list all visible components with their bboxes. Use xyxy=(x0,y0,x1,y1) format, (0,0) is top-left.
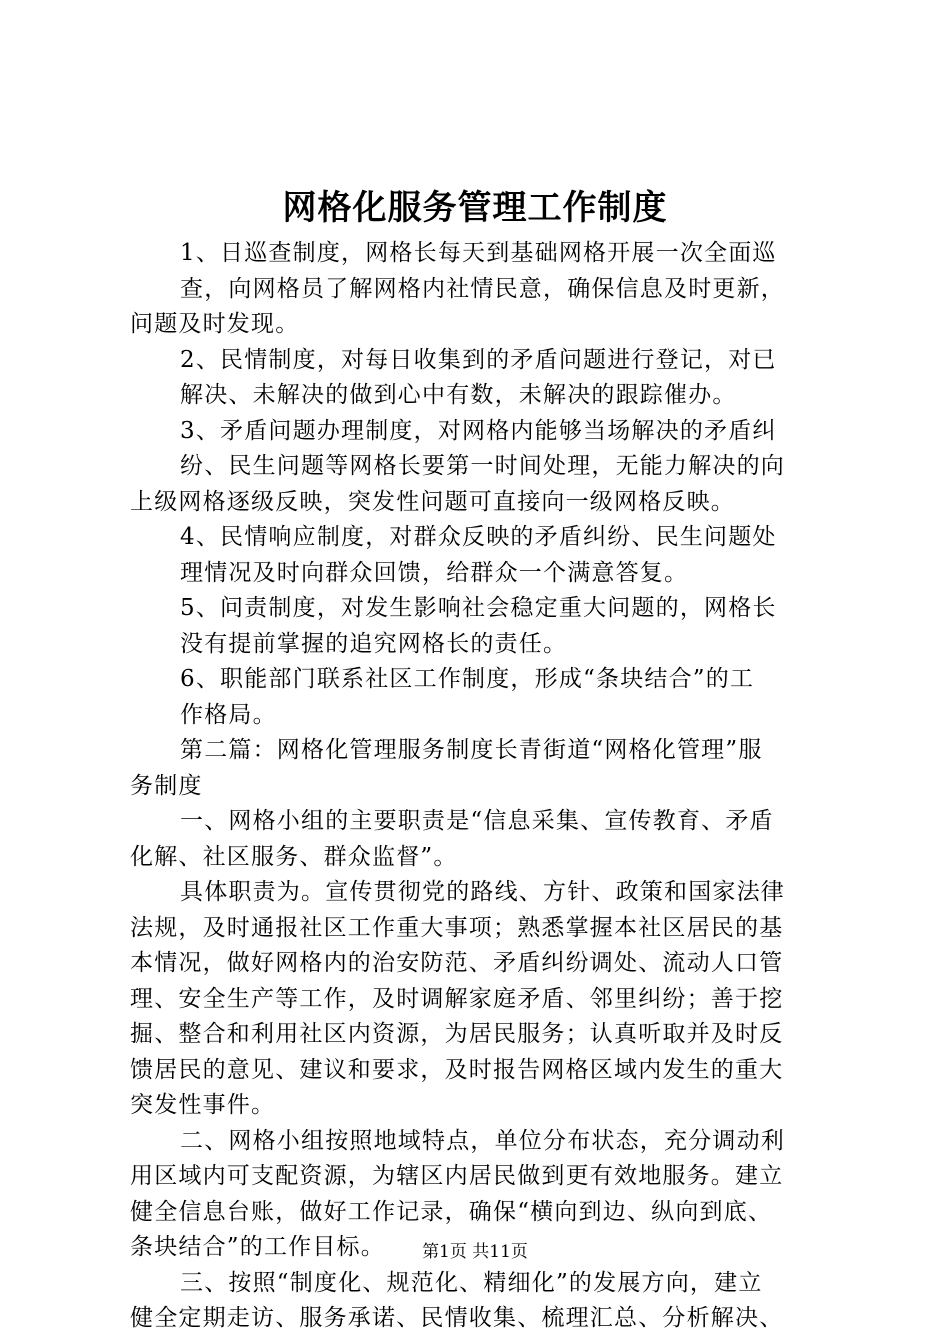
text-line: 6、职能部门联系社区工作制度，形成“条块结合”的工 xyxy=(180,666,755,692)
text-line: 用区域内可支配资源，为辖区内居民做到更有效地服务。建立 xyxy=(130,1163,784,1189)
text-line: 2、民情制度，对每日收集到的矛盾问题进行登记，对已 xyxy=(180,346,777,373)
text-line: 馈居民的意见、建议和要求，及时报告网格区域内发生的重大 xyxy=(130,1056,784,1083)
text-line: 第二篇：网格化管理服务制度长青街道“网格化管理”服 xyxy=(180,737,763,763)
text-line: 条块结合”的工作目标。 xyxy=(130,1234,385,1260)
text-line: 法规，及时通报社区工作重大事项；熟悉掌握本社区居民的基 xyxy=(130,914,784,941)
text-line: 务制度 xyxy=(130,772,203,799)
text-line: 化解、社区服务、群众监督”。 xyxy=(130,843,458,870)
text-line: 4、民情响应制度，对群众反映的矛盾纠纷、民生问题处 xyxy=(180,524,777,550)
text-line: 上级网格逐级反映，突发性问题可直接向一级网格反映。 xyxy=(130,488,735,515)
text-line: 5、问责制度，对发生影响社会稳定重大问题的，网格长 xyxy=(180,595,777,621)
text-line: 查，向网格员了解网格内社情民意，确保信息及时更新， xyxy=(180,275,785,302)
text-line: 掘、整合和利用社区内资源，为居民服务；认真听取并及时反 xyxy=(130,1021,784,1047)
page-title: 网格化服务管理工作制度 xyxy=(282,188,668,228)
text-line: 没有提前掌握的追究网格长的责任。 xyxy=(180,630,568,657)
text-line: 理情况及时向群众回馈，给群众一个满意答复。 xyxy=(180,559,689,586)
page-number-footer: 第1页 共11页 xyxy=(422,1242,528,1262)
text-line: 3、矛盾问题办理制度，对网格内能够当场解决的矛盾纠 xyxy=(180,417,777,444)
document-body xyxy=(130,236,830,1337)
text-line: 问题及时发现。 xyxy=(130,311,300,337)
text-line: 作格局。 xyxy=(180,701,277,728)
text-line: 三、按照“制度化、规范化、精细化”的发展方向，建立 xyxy=(180,1269,763,1296)
text-line: 一、网格小组的主要职责是“信息采集、宣传教育、矛盾 xyxy=(180,808,774,834)
text-line: 本情况，做好网格内的治安防范、矛盾纠纷调处、流动人口管 xyxy=(130,950,784,976)
text-line: 突发性事件。 xyxy=(130,1092,276,1118)
text-line: 健全定期走访、服务承诺、民情收集、梳理汇总、分析解决、 xyxy=(130,1305,784,1331)
text-line: 二、网格小组按照地域特点，单位分布状态，充分调动利 xyxy=(180,1127,785,1154)
text-line: 解决、未解决的做到心中有数，未解决的跟踪催办。 xyxy=(180,382,737,408)
text-line: 理、安全生产等工作，及时调解家庭矛盾、邻里纠纷；善于挖 xyxy=(130,985,784,1012)
text-line: 健全信息台账，做好工作记录，确保“横向到边、纵向到底、 xyxy=(130,1198,773,1225)
text-line: 纷、民生问题等网格长要第一时间处理，无能力解决的向 xyxy=(180,453,785,479)
text-line: 具体职责为。宣传贯彻党的路线、方针、政策和国家法律 xyxy=(180,879,785,905)
text-line: 1、日巡查制度，网格长每天到基础网格开展一次全面巡 xyxy=(180,240,777,266)
